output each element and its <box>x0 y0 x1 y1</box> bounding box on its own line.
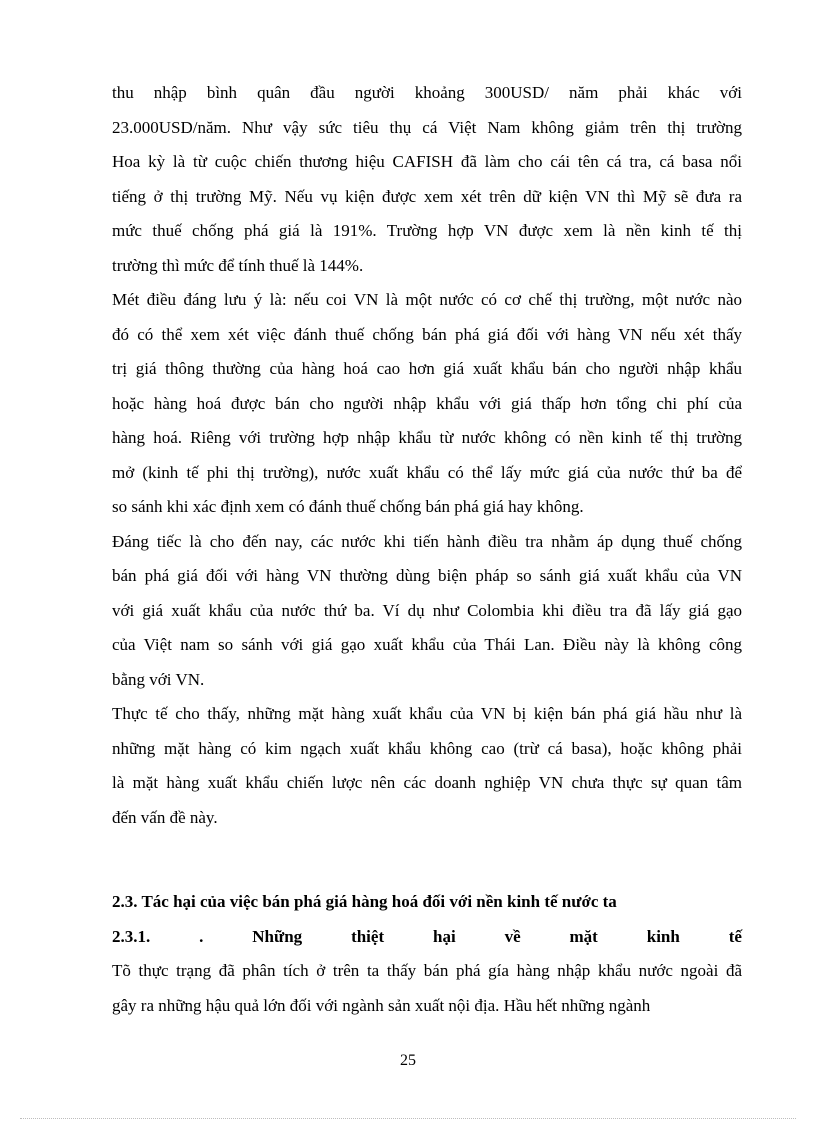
paragraph-3 <box>112 525 742 698</box>
text-line: so sánh khi xác định xem có đánh thuế chống bán phá giá hay không. <box>112 497 584 516</box>
text-line: trường thì mức để tính thuế là 144%. <box>112 255 364 275</box>
text-line: đến vấn đề này. <box>112 807 218 827</box>
text-line: là mặt hàng xuất khẩu chiến lược nên các doanh nghiệp VN chưa thực sự quan tâm <box>112 773 742 792</box>
subsection-dot: . <box>199 926 204 946</box>
text-line: bán phá giá đối với hàng VN thường dùng biện pháp so sánh giá xuất khẩu của VN <box>112 566 742 585</box>
paragraph-1 <box>112 76 742 283</box>
text-line: hoặc hàng hoá được bán cho người nhập khẩu với giá thấp hơn tổng chi phí của <box>112 393 742 413</box>
page-number: 25 <box>400 1052 416 1069</box>
text-line: Đáng tiếc là cho đến nay, các nước khi tiến hành điều tra nhằm áp dụng thuế chống <box>112 531 742 551</box>
text-line: bằng với VN. <box>112 669 205 689</box>
subsection-word: về <box>504 926 521 946</box>
subsection-word: thiệt <box>351 926 385 946</box>
text-line: với giá xuất khẩu của nước thứ ba. Ví dụ như Colombia khi điều tra đã lấy giá gạo <box>112 600 742 620</box>
text-line: những mặt hàng có kim ngạch xuất khẩu không cao (trừ cá basa), hoặc không phải <box>112 738 742 758</box>
text-line: mở (kinh tế phi thị trường), nước xuất khẩu có thể lấy mức giá của nước thứ ba để <box>112 462 742 482</box>
subsection-word: hại <box>433 926 456 946</box>
section-heading: 2.3. Tác hại của việc bán phá giá hàng hoá đối với nền kinh tế nước ta <box>112 892 617 911</box>
section-gap <box>112 835 742 885</box>
subsection-word: mặt <box>569 926 598 946</box>
text-line: trị giá thông thường của hàng hoá cao hơn giá xuất khẩu bán cho người nhập khẩu <box>112 359 742 378</box>
subsection-word: kinh <box>646 926 680 946</box>
text-line: Mét điều đáng lưu ý là: nếu coi VN là một nước có cơ chế thị trường, một nước nào <box>112 290 742 309</box>
paragraph-4 <box>112 697 742 835</box>
subsection-heading <box>112 920 742 955</box>
text-line: tiếng ở thị trường Mỹ. Nếu vụ kiện được xem xét trên dữ kiện VN thì Mỹ sẽ đưa ra <box>112 186 742 206</box>
text-line: của Việt nam so sánh với giá gạo xuất khẩu của Thái Lan. Điều này là không công <box>112 635 742 654</box>
text-line: gây ra những hậu quả lớn đối với ngành sản xuất nội địa. Hầu hết những ngành <box>112 995 651 1015</box>
page-body <box>112 76 742 1023</box>
page-bottom-divider <box>20 1118 796 1119</box>
text-line: Thực tế cho thấy, những mặt hàng xuất khẩu của VN bị kiện bán phá giá hầu như là <box>112 704 742 723</box>
text-line: hàng hoá. Riêng với trường hợp nhập khẩu từ nước không có nền kinh tế thị trường <box>112 428 742 447</box>
subsection-word: tế <box>728 926 742 946</box>
text-line: đó có thể xem xét việc đánh thuế chống bán phá giá đối với hàng VN nếu xét thấy <box>112 324 742 344</box>
text-line: Tõ thực trạng đã phân tích ở trên ta thấy bán phá gía hàng nhập khẩu nước ngoài đã <box>112 961 742 980</box>
subsection-word: Những <box>252 926 303 946</box>
subsection-number: 2.3.1. <box>112 926 151 946</box>
text-line: thu nhập bình quân đầu người khoảng 300USD/ năm phải khác với <box>112 83 742 102</box>
text-line: 23.000USD/năm. Như vậy sức tiêu thụ cá Việt Nam không giảm trên thị trường <box>112 117 742 137</box>
text-line: Hoa kỳ là từ cuộc chiến thương hiệu CAFISH đã làm cho cái tên cá tra, cá basa nổi <box>112 152 742 171</box>
text-line: mức thuế chống phá giá là 191%. Trường hợp VN được xem là nền kinh tế thị <box>112 221 742 240</box>
paragraph-2 <box>112 283 742 525</box>
paragraph-5 <box>112 954 742 1023</box>
